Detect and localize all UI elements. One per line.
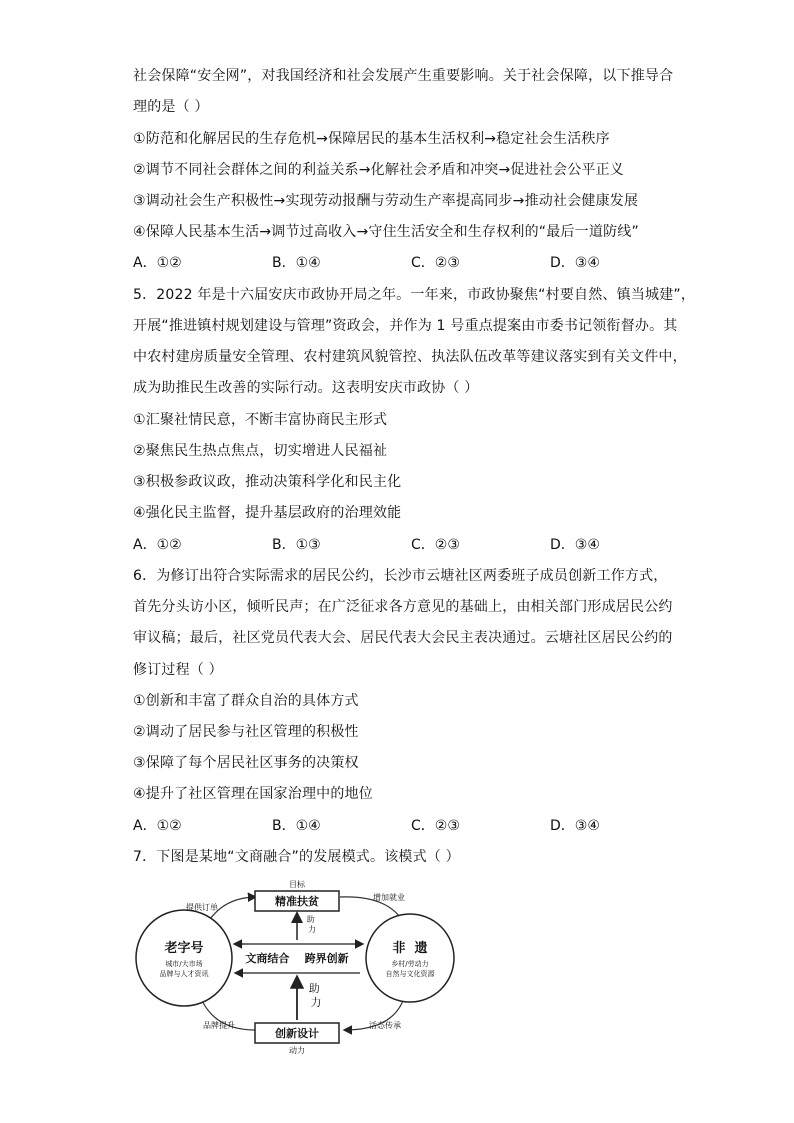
q5-stem-line-3: 中农村建房质量安全管理、农村建筑风貌管控、执法队伍改革等建议落实到有关文件中， (133, 349, 687, 365)
q4-option-b: B．①④ (272, 255, 321, 271)
arc-label-bottom-right: 活态传承 (369, 1021, 401, 1030)
left-sub2: 品牌与人才资讯 (159, 970, 209, 978)
arrow-up-bottom-char2: 力 (310, 996, 322, 1009)
top-label: 目标 (289, 880, 305, 889)
q4-stem-line-2: 理的是（ ） (133, 99, 209, 115)
q6-option-b: B．①④ (272, 818, 321, 834)
q6-option-d: D．③④ (550, 818, 600, 834)
q4-option-a: A．①② (133, 255, 182, 271)
q7-stem-line-1: 7．下图是某地“文商融合”的发展模式。该模式（ ） (133, 849, 460, 865)
q4-item-3: ③调动社会生产积极性→实现劳动报酬与劳动生产率提高同步→推动社会健康发展 (133, 193, 639, 209)
left-sub1: 城市/大市场 (165, 960, 203, 968)
bottom-box-label: 创新设计 (275, 1027, 319, 1040)
q5-item-2: ②聚焦民生热点焦点，切实增进人民福祉 (133, 443, 388, 459)
q6-stem-line-4: 修订过程（ ） (133, 662, 223, 678)
q6-stem-line-3: 审议稿；最后，社区党员代表大会、居民代表大会民主表决通过。云塘社区居民公约的 (133, 630, 673, 646)
q6-item-1: ①创新和丰富了群众自治的具体方式 (133, 693, 359, 709)
left-circle (136, 910, 232, 1006)
q6-option-a: A．①② (133, 818, 182, 834)
q5-item-1: ①汇聚社情民意，不断丰富协商民主形式 (133, 412, 388, 428)
right-title: 非 遗 (392, 941, 428, 956)
q4-item-4: ④保障人民基本生活→调节过高收入→守住生活安全和生存权利的“最后一道防线” (133, 224, 639, 240)
q5-item-4: ④强化民主监督，提升基层政府的治理效能 (133, 505, 402, 521)
q5-option-d: D．③④ (550, 537, 600, 553)
q6-stem-line-1: 6．为修订出符合实际需求的居民公约，长沙市云塘社区两委班子成员创新工作方式， (133, 568, 668, 584)
q4-item-2: ②调节不同社会群体之间的利益关系→化解社会矛盾和冲突→促进社会公平正义 (133, 162, 625, 178)
right-circle (366, 914, 454, 1002)
q6-item-4: ④提升了社区管理在国家治理中的地位 (133, 786, 373, 802)
q6-option-c: C．②③ (411, 818, 460, 834)
arc-label-top-right: 增加就业 (373, 893, 405, 902)
q4-item-1: ①防范和化解居民的生存危机→保障居民的基本生活权利→稳定社会生活秩序 (133, 131, 610, 147)
arrow-up-top-char1: 助 (306, 915, 315, 924)
q6-item-3: ③保障了每个居民社区事务的决策权 (133, 755, 359, 771)
q5-option-a: A．①② (133, 537, 182, 553)
q5-item-3: ③积极参政议政，推动决策科学化和民主化 (133, 474, 402, 490)
arc-label-bottom-left: 品牌提升 (203, 1021, 235, 1030)
right-sub1: 乡村/劳动力 (391, 960, 429, 968)
q4-stem-line-1: 社会保障“安全网”，对我国经济和社会发展产生重要影响。关于社会保障，以下推导合 (133, 68, 674, 84)
left-title: 老字号 (164, 941, 204, 956)
top-box-label: 精准扶贫 (275, 895, 319, 908)
q5-stem-line-1: 5．2022 年是十六届安庆市政协开局之年。一年来，市政协聚焦“村要自然、镇当城建”， (133, 287, 696, 303)
q6-stem-line-2: 首先分头访小区，倾听民声；在广泛征求各方意见的基础上，由相关部门形成居民公约 (133, 599, 673, 615)
arc-label-top-left: 提供订单 (186, 903, 218, 912)
q4-option-d: D．③④ (550, 255, 600, 271)
q6-item-2: ②调动了居民参与社区管理的积极性 (133, 724, 359, 740)
arrow-up-top-label (307, 914, 318, 934)
q5-stem-line-4: 成为助推民生改善的实际行动。这表明安庆市政协（ ） (133, 380, 479, 396)
arrow-up-top-char2: 力 (308, 925, 316, 934)
center-text: 文商结合 跨界创新 (245, 952, 349, 965)
arrow-up-bottom-char1: 助 (308, 982, 320, 995)
bottom-label: 动力 (289, 1046, 305, 1055)
q5-option-c: C．②③ (411, 537, 460, 553)
q4-option-c: C．②③ (411, 255, 460, 271)
q5-stem-line-2: 开展“推进镇村规划建设与管理”资政会，并作为 1 号重点提案由市委书记领衔督办。其 (133, 318, 678, 334)
q5-option-b: B．①③ (272, 537, 321, 553)
arrow-up-bottom-label (309, 981, 324, 1009)
right-sub2: 自然与文化资源 (385, 970, 435, 978)
